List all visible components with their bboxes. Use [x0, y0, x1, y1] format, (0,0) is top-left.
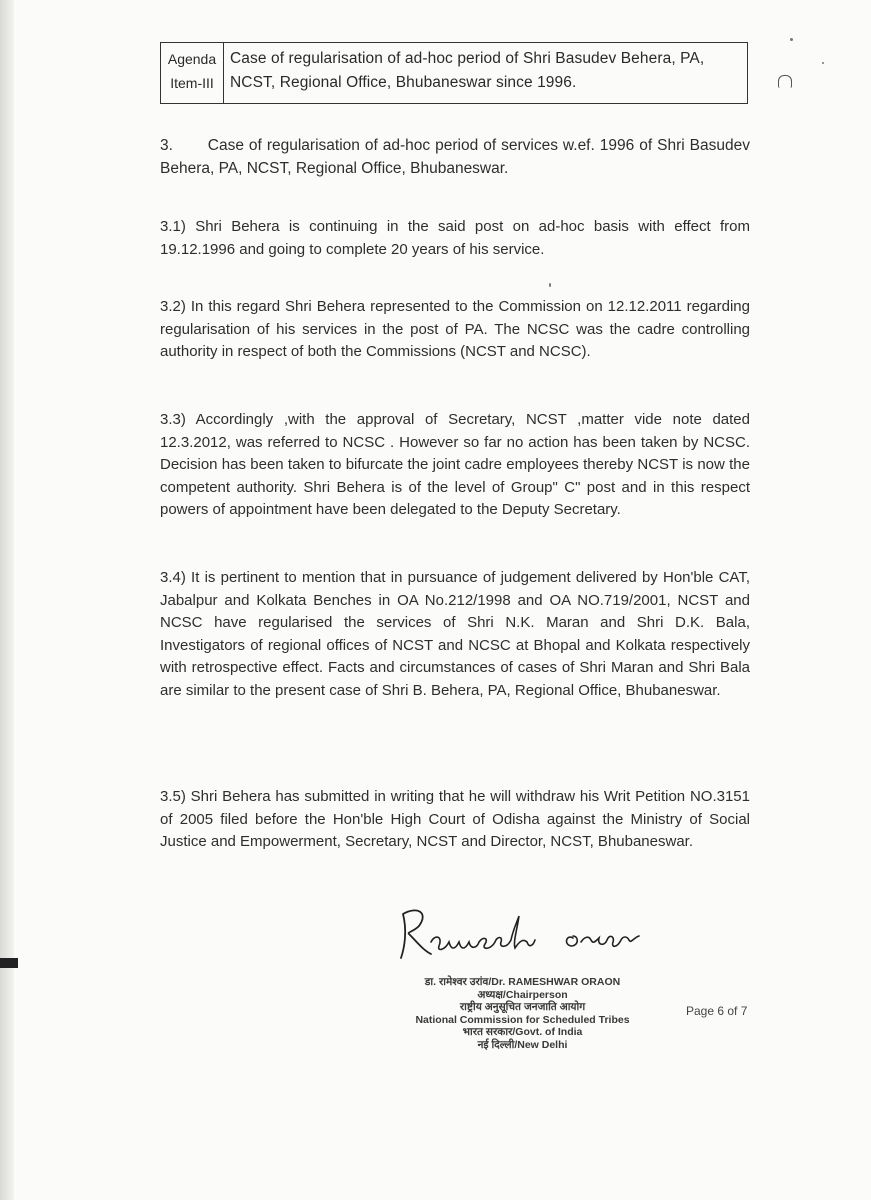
stamp-line2: अध्यक्ष/Chairperson — [477, 988, 568, 1001]
handwritten-signature — [395, 902, 655, 962]
scan-speck — [790, 38, 793, 41]
scan-punch-mark — [778, 75, 792, 88]
agenda-table — [160, 42, 748, 104]
scan-left-edge — [0, 0, 14, 1200]
official-stamp — [400, 976, 645, 1051]
scan-speck — [822, 62, 824, 64]
paragraph-3-heading: 3. Case of regularisation of ad-hoc period of services w.ef. 1996 of Shri Basudev Behera, PA, NCST, Regional Office, Bhubaneswar. — [160, 137, 750, 177]
agenda-label-line2: Item-III — [170, 75, 214, 91]
signature-text: Rameshwar Oraon — [395, 902, 404, 903]
stamp-line6: नई दिल्ली/New Delhi — [477, 1038, 568, 1051]
paragraph-3-1: 3.1) Shri Behera is continuing in the said post on ad-hoc basis with effect from 19.12.1996 and going to complete 20 years of his service. — [160, 218, 750, 258]
stamp-line1: डा. रामेश्वर उरांव/Dr. RAMESHWAR ORAON — [424, 976, 621, 988]
scan-binding-mark — [0, 958, 18, 968]
agenda-label-cell — [161, 43, 224, 104]
agenda-title-cell — [224, 43, 748, 104]
paragraph-3-5: 3.5) Shri Behera has submitted in writing that he will withdraw his Writ Petition NO.3151 of 2005 filed before the Hon'ble High Court of Odisha against the Ministry of Social Justice and Empowerment, Secretary, NCST and Director, NCST, Bhubaneswar. — [160, 788, 750, 850]
stamp-line4: National Commission for Scheduled Tribes — [415, 1013, 630, 1026]
agenda-title-line1: Case of regularisation of ad-hoc period of Shri Basudev Behera, PA, — [230, 50, 705, 67]
page-number: Page 6 of 7 — [686, 1004, 748, 1018]
paragraph-3-2: 3.2) In this regard Shri Behera represented to the Commission on 12.12.2011 regarding regularisation of his services in the post of PA. The NCSC was the cadre controlling authority in respect of both the Commissions (NCST and NCSC). — [160, 298, 750, 360]
agenda-label-line1: Agenda — [167, 51, 217, 67]
agenda-title-line2: NCST, Regional Office, Bhubaneswar since 1996. — [230, 74, 577, 91]
stamp-line5: भारत सरकार/Govt. of India — [462, 1026, 583, 1038]
paragraph-3-3: 3.3) Accordingly ,with the approval of Secretary, NCST ,matter vide note dated 12.3.2012, was referred to NCSC . However so far no action has been taken by NCSC. Decision has been taken to bifurcate the joint cadre employees thereby NCST is now the competent authority. Shri Behera is of the level of Group" C" post and in this respect powers of appointment have been delegated to the Deputy Secretary. — [160, 411, 750, 518]
stamp-line3: राष्ट्रीय अनुसूचित जनजाति आयोग — [459, 1001, 586, 1013]
scan-speck — [549, 283, 551, 287]
paragraph-3-4: 3.4) It is pertinent to mention that in pursuance of judgement delivered by Hon'ble CAT, Jabalpur and Kolkata Benches in OA No.212/1998 and OA NO.719/2001, NCST and NCSC have regularised the services of Shri N.K. Maran and Shri D.K. Bala, Investigators of regional offices of NCST and NCSC at Bhopal and Kolkata respectively with retrospective effect. Facts and circumstances of cases of Shri Maran and Shri Bala are similar to the present case of Shri B. Behera, PA, Regional Office, Bhubaneswar. — [160, 569, 750, 699]
